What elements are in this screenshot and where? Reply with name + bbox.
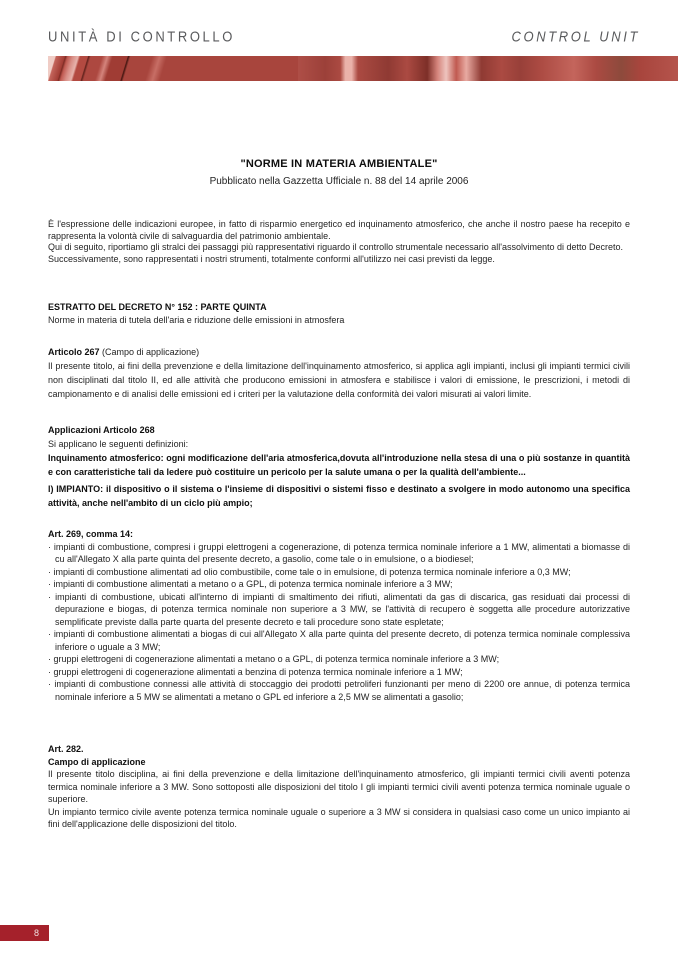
list-item xyxy=(48,678,630,703)
list-item xyxy=(48,653,630,666)
section-estratto xyxy=(48,301,630,327)
section-paragraph: Il presente titolo disciplina, ai fini della prevenzione e della limitazione dell'inquinamento atmosferico, gli impianti termici civili aventi potenza termica nominale inferiore a 3 MW. Sono sottoposti alle disposizioni del titolo I gli impianti termici civili aventi potenza termica nominale uguale o superiore. xyxy=(48,769,630,804)
intro-paragraphs xyxy=(48,219,630,265)
section-subheading: Campo di applicazione xyxy=(48,756,146,767)
list-item-text: impianti di combustione alimentati a metano o a GPL, di potenza termica nominale inferiore a 3 MW; xyxy=(53,579,453,589)
list-item-text: impianti di combustione connessi alle attività di stoccaggio dei prodotti petroliferi funzionanti per meno di 2200 ore annue, di potenza termica nominale inferiore a 5 MW se alimentati a metano o GPL ed inferiore a 2,5 MW se alimentati a gasolio; xyxy=(54,679,630,702)
list-item xyxy=(48,578,630,591)
list-item xyxy=(48,541,630,566)
section-heading: Applicazioni Articolo 268 xyxy=(48,425,155,435)
bullet-marker: · xyxy=(48,541,51,552)
definition-inquinamento: Inquinamento atmosferico: ogni modificazione dell'aria atmosferica,dovuta all'introduzione nella stesa di una o più sostanze in quantità e con caratteristiche tali da ledere può costituire un pericolo per la salute umana o per la qualità dell'ambiente... xyxy=(48,453,630,477)
list-item xyxy=(48,666,630,679)
list-item xyxy=(48,591,630,629)
list-item xyxy=(48,628,630,653)
intro-paragraph: Successivamente, sono rappresentati i nostri strumenti, totalmente conformi all'utilizzo nei casi previsti da legge. xyxy=(48,253,495,264)
section-subheading: Norme in materia di tutela dell'aria e riduzione delle emissioni in atmosfera xyxy=(48,315,345,325)
exemption-list xyxy=(48,541,630,704)
bullet-marker: · xyxy=(48,579,51,589)
header-title-italian: UNITÀ DI CONTROLLO xyxy=(48,28,235,45)
list-item-text: impianti di combustione alimentati a biogas di cui all'Allegato X alla parte quinta del presente decreto, di potenza termica nominale complessiva inferiore o uguale a 3 MW; xyxy=(53,629,630,652)
list-item-text: gruppi elettrogeni di cogenerazione alimentati a metano o a GPL, di potenza termica nominale inferiore a 3 MW; xyxy=(53,654,500,664)
bullet-marker: · xyxy=(48,566,51,577)
list-item-text: impianti di combustione, ubicati all'interno di impianti di smaltimento dei rifiuti, alimentati da gas di discarica, gas residuati dai processi di depurazione e biogas, di potenza termica nominale non superiore a 3 MW, se l'attività di recupero è soggetta alle procedure autorizzative semplificate previste dalla parte quarta del presente decreto e tali procedure sono state espletate; xyxy=(55,591,630,627)
list-item-text: impianti di combustione alimentati ad olio combustibile, come tale o in emulsione, di potenza termica nominale inferiore a 0,3 MW; xyxy=(53,566,571,577)
section-paragraph: Un impianto termico civile avente potenza termica nominale uguale o superiore a 3 MW si considera in qualsiasi caso come un unico impianto ai fini dell'applicazione delle disposizioni del titolo. xyxy=(48,806,630,829)
articolo-267-label: Articolo 267 xyxy=(48,347,100,357)
articolo-267-scope: (Campo di applicazione) xyxy=(99,347,200,357)
page-number: 8 xyxy=(33,928,39,938)
page-header xyxy=(48,30,640,45)
intro-paragraph: È l'espressione delle indicazioni europee, in fatto di risparmio energetico ed inquinamento atmosferico, che anche il nostro paese ha recepito e rappresenta la volontà civile di salvaguardia del patrimonio ambientale. xyxy=(48,219,630,241)
bullet-marker: · xyxy=(48,591,51,602)
section-heading: Art. 269, comma 14: xyxy=(48,529,134,539)
section-articolo-267 xyxy=(48,345,630,401)
section-heading: Art. 282. xyxy=(48,744,84,754)
intro-paragraph: Qui di seguito, riportiamo gli stralci dei passaggi più rappresentativi riguardo il controllo strumentale necessario all'assolvimento di detto Decreto. xyxy=(48,242,624,253)
page-number-bar xyxy=(0,925,49,941)
list-item-text: impianti di combustione, compresi i gruppi elettrogeni a cogenerazione, di potenza termica nominale inferiore a 1 MW, alimentati a biomasse di cu all'Allegato X alla parte quinta del presente decreto, a gasolio, come tale o in emulsione, o a biodiesel; xyxy=(53,541,630,564)
section-heading xyxy=(48,345,630,359)
bullet-marker: · xyxy=(48,654,51,664)
list-item xyxy=(48,566,630,579)
bullet-marker: · xyxy=(48,629,51,639)
banner-diagonal-stripes xyxy=(48,56,298,81)
section-body: Il presente titolo, ai fini della prevenzione e della limitazione dell'inquinamento atmosferico, si applica agli impianti, inclusi gli impianti termici civili non disciplinati dal titolo II, ed alle attività che producono emissioni in atmosfera e stabilisce i valori di emissione, le prescrizioni, i metodi di campionamento e di analisi delle emissioni ed i criteri per la valutazione della conformità dei valori misurati ai valori limite. xyxy=(48,361,630,399)
bullet-marker: · xyxy=(48,679,51,689)
document-title: "NORME IN MATERIA AMBIENTALE" xyxy=(240,158,438,170)
section-art-269 xyxy=(48,528,630,703)
section-heading: ESTRATTO DEL DECRETO N° 152 : PARTE QUINTA xyxy=(48,302,267,312)
red-stripe-banner xyxy=(48,56,678,81)
section-intro: Si applicano le seguenti definizioni: xyxy=(48,439,189,449)
section-art-282 xyxy=(48,743,630,831)
bullet-marker: · xyxy=(48,666,51,677)
definition-impianto: l) IMPIANTO: il dispositivo o il sistema o l'insieme di dispositivi o sistemi fisso e destinato a svolgere in modo autonomo una specifica attività, anche nell'ambito di un ciclo più ampio; xyxy=(48,484,630,508)
header-title-english: CONTROL UNIT xyxy=(511,28,640,45)
document-subtitle: Pubblicato nella Gazzetta Ufficiale n. 88 del 14 aprile 2006 xyxy=(209,176,469,187)
section-articolo-268 xyxy=(48,423,630,510)
list-item-text: gruppi elettrogeni di cogenerazione alimentati a benzina di potenza termica nominale inferiore a 1 MW; xyxy=(53,666,463,677)
